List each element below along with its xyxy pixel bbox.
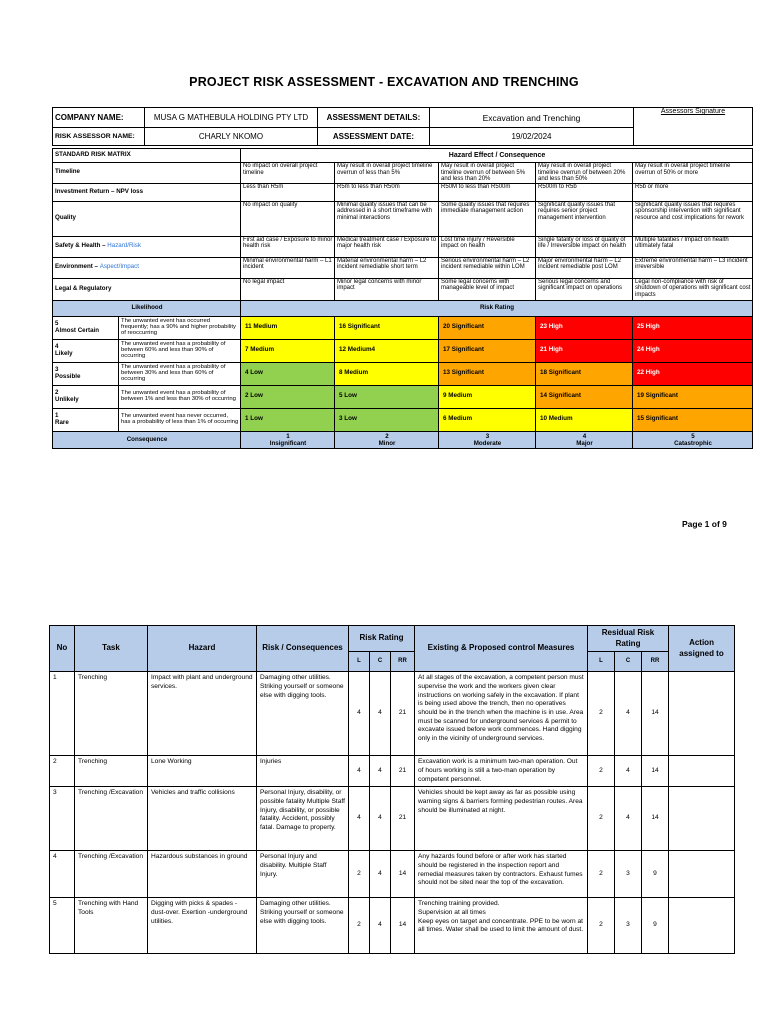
likelihood-header: Likelihood xyxy=(53,300,241,316)
consequence-description: Minor legal concerns with minor impact xyxy=(335,278,439,300)
likelihood-number: 5 xyxy=(55,320,59,328)
assessment-header-table xyxy=(52,107,753,146)
consequence-description: R500m to R5b xyxy=(536,183,633,201)
risk-rating-cell: 13 Significant xyxy=(439,362,536,385)
consequence-description: Legal non-compliance with risk of shutdown of operations with significant cost impacts xyxy=(633,278,753,300)
likelihood-number: 2 xyxy=(55,389,59,397)
consequence-description: Some legal concerns with manageable level of impact xyxy=(439,278,536,300)
page-number: Page 1 of 9 xyxy=(682,519,727,529)
row-number: 1 xyxy=(50,672,75,756)
row-residual-rating: 14 xyxy=(642,756,669,787)
risk-rating-cell: 1 Low xyxy=(241,408,335,431)
risk-rating-cell: 7 Medium xyxy=(241,339,335,362)
header-no: No xyxy=(50,626,75,672)
row-residual-consequence: 4 xyxy=(615,756,642,787)
company-label: COMPANY NAME: xyxy=(53,108,145,128)
row-risk: Personal Injury, disability, or possible fatality Multiple Staff Injury, disability, or possible fatality. Accident, possibly fatal. Damage to property. xyxy=(257,787,349,851)
row-residual-rating: 14 xyxy=(642,672,669,756)
row-risk: Injuries xyxy=(257,756,349,787)
row-hazard: Vehicles and traffic collisions xyxy=(148,787,257,851)
consequence-description: Single fatality or loss of quality of life / Irreversible impact on health xyxy=(536,236,633,257)
row-hazard: Lone Working xyxy=(148,756,257,787)
matrix-category-row xyxy=(53,236,753,257)
row-task: Trenching /Excavation xyxy=(75,787,148,851)
risk-rating-cell: 16 Significant xyxy=(335,316,439,339)
row-number: 4 xyxy=(50,851,75,898)
likelihood-name: Rare xyxy=(55,418,69,426)
header-residual-l: L xyxy=(588,652,615,672)
category-name: Timeline xyxy=(55,168,80,176)
row-control-measures xyxy=(415,672,588,756)
row-residual-rating: 9 xyxy=(642,898,669,954)
page-title: PROJECT RISK ASSESSMENT - EXCAVATION AND TRENCHING xyxy=(189,75,579,89)
likelihood-header-row xyxy=(53,300,753,316)
risk-rating-cell: 2 Low xyxy=(241,385,335,408)
control-measure-line: Supervision at all times xyxy=(418,908,486,916)
assessor-value: CHARLY NKOMO xyxy=(145,128,318,146)
risk-rating-cell: 6 Medium xyxy=(439,408,536,431)
risk-rating-header: Risk Rating xyxy=(241,300,753,316)
consequence-description: Serious environmental harm – L2 incident remediable within LOM xyxy=(439,257,536,278)
category-label xyxy=(53,257,241,278)
matrix-category-row xyxy=(53,163,753,184)
row-risk: Damaging other utilities. Striking yourself or someone else with digging tools. xyxy=(257,672,349,756)
header-action: Action assigned to xyxy=(669,626,735,672)
row-hazard: Hazardous substances in ground xyxy=(148,851,257,898)
row-task: Trenching xyxy=(75,756,148,787)
control-measure-line: At all stages of the excavation, a competent person must supervise the work and the workers given clear instructions on working safely in the excavation. If plant is being used above the trench, then no operatives should be in the trench when the machine is in use. Area must be scanned for underground services & permit to excavate issued before work commences. Hand digging only in the vicinity of underground services. xyxy=(418,674,584,743)
date-value: 19/02/2024 xyxy=(430,128,634,146)
category-name: Environment – xyxy=(55,263,100,271)
row-likelihood: 2 xyxy=(349,898,370,954)
consequence-description: Significant quality issues that requires sponsorship intervention with significant resource and cost implications for rework xyxy=(633,201,753,236)
row-consequence: 4 xyxy=(370,851,391,898)
control-measure-line: Trenching training provided. xyxy=(418,900,500,908)
row-likelihood: 2 xyxy=(349,851,370,898)
table-row xyxy=(50,787,735,851)
category-label xyxy=(53,201,241,236)
risk-rating-cell: 12 Medium4 xyxy=(335,339,439,362)
row-consequence: 4 xyxy=(370,672,391,756)
category-label xyxy=(53,236,241,257)
table-row xyxy=(50,672,735,756)
likelihood-number: 4 xyxy=(55,343,59,351)
consequence-description: Extreme environmental harm – L3 incident irreversible xyxy=(633,257,753,278)
row-action-assigned xyxy=(669,672,735,756)
likelihood-number: 1 xyxy=(55,412,59,420)
consequence-number: 3 xyxy=(485,432,490,440)
row-control-measures xyxy=(415,787,588,851)
consequence-description: Minimal environmental harm – L1 incident xyxy=(241,257,335,278)
row-risk: Personal Injury and disability. Multiple Staff Injury. xyxy=(257,851,349,898)
row-task: Trenching with Hand Tools xyxy=(75,898,148,954)
consequence-name: Major xyxy=(576,439,593,447)
consequence-description: First aid case / Exposure to minor health risk xyxy=(241,236,335,257)
consequence-description: Less than R5m xyxy=(241,183,335,201)
row-number: 2 xyxy=(50,756,75,787)
control-measure-line: Vehicles should be kept away as far as possible using warning signs & barriers forming pedestrian routes. Area should be illuminated at night. xyxy=(418,789,583,814)
consequence-description: No legal impact xyxy=(241,278,335,300)
row-control-measures xyxy=(415,756,588,787)
category-subtype: Hazard/Risk xyxy=(107,242,141,250)
details-label: ASSESSMENT DETAILS: xyxy=(318,108,430,128)
row-action-assigned xyxy=(669,787,735,851)
row-consequence: 4 xyxy=(370,898,391,954)
row-likelihood: 4 xyxy=(349,672,370,756)
consequence-description: Major environmental harm – L2 incident remediable post LOM xyxy=(536,257,633,278)
category-name: Quality xyxy=(55,214,76,222)
header-residual: Residual Risk Rating xyxy=(588,626,669,652)
risk-rating-cell: 11 Medium xyxy=(241,316,335,339)
likelihood-description: The unwanted event has a probability of between 30% and less than 60% of occurring xyxy=(119,362,241,385)
consequence-name: Insignificant xyxy=(269,439,307,447)
likelihood-description: The unwanted event has never occurred, has a probability of less than 1% of occurring xyxy=(119,408,241,431)
consequence-row xyxy=(53,431,753,448)
row-number: 5 xyxy=(50,898,75,954)
table-row xyxy=(50,851,735,898)
likelihood-description: The unwanted event has a probability of between 1% and less than 30% of occurring xyxy=(119,385,241,408)
consequence-description: Minimal quality issues that can be addressed in a short timeframe with minimal interactions xyxy=(335,201,439,236)
risk-rating-cell: 4 Low xyxy=(241,362,335,385)
risk-rating-cell: 20 Significant xyxy=(439,316,536,339)
consequence-description: No impact on quality xyxy=(241,201,335,236)
risk-rating-cell: 8 Medium xyxy=(335,362,439,385)
matrix-category-row xyxy=(53,257,753,278)
row-hazard: Digging with picks & spades - dust-over. Exertion -underground utilities. xyxy=(148,898,257,954)
consequence-description: Some quality issues that requires immediate management action xyxy=(439,201,536,236)
category-label xyxy=(53,183,241,201)
consequence-level xyxy=(633,431,753,448)
likelihood-name: Unlikely xyxy=(55,395,79,403)
consequence-description: No impact on overall project timeline xyxy=(241,163,335,184)
date-label: ASSESSMENT DATE: xyxy=(318,128,430,146)
row-likelihood: 4 xyxy=(349,787,370,851)
assessor-signature: Assessors Signature xyxy=(634,108,753,146)
matrix-category-row xyxy=(53,278,753,300)
consequence-name: Minor xyxy=(378,439,396,447)
header-hazard: Hazard xyxy=(148,626,257,672)
assessor-label: RISK ASSESSOR NAME: xyxy=(53,128,145,146)
consequence-description: Multiple fatalities / Impact on health ultimately fatal xyxy=(633,236,753,257)
matrix-category-row xyxy=(53,183,753,201)
consequence-name: Moderate xyxy=(473,439,502,447)
header-risk-rating: Risk Rating xyxy=(349,626,415,652)
matrix-category-row xyxy=(53,201,753,236)
row-residual-likelihood: 2 xyxy=(588,756,615,787)
row-action-assigned xyxy=(669,756,735,787)
consequence-level xyxy=(439,431,536,448)
row-control-measures xyxy=(415,898,588,954)
consequence-description: Lost time injury / Reversible impact on health xyxy=(439,236,536,257)
risk-rating-cell: 15 Significant xyxy=(633,408,753,431)
consequence-number: 2 xyxy=(385,432,389,440)
row-residual-likelihood: 2 xyxy=(588,898,615,954)
consequence-number: 5 xyxy=(691,432,695,440)
control-measure-line: Keep eyes on target and concentrate. PPE to be worn at all times. Water shall be used to limit the amount of dust. xyxy=(418,917,584,934)
category-label xyxy=(53,163,241,184)
row-action-assigned xyxy=(669,851,735,898)
row-residual-likelihood: 2 xyxy=(588,851,615,898)
consequence-level xyxy=(241,431,335,448)
control-measure-line: Any hazards found before or after work has started should be registered in the inspection report and remedial measures taken by contractors. Exhaust fumes should not be sited near the top of the excavation. xyxy=(418,853,583,887)
category-name: Safety & Health – xyxy=(55,242,108,250)
row-residual-consequence: 4 xyxy=(615,672,642,756)
likelihood-level xyxy=(53,316,119,339)
row-residual-consequence: 3 xyxy=(615,851,642,898)
row-residual-consequence: 3 xyxy=(615,898,642,954)
risk-rating-cell: 5 Low xyxy=(335,385,439,408)
consequence-description: May result in overall project timeline overrun of 50% or more xyxy=(633,163,753,184)
row-risk-rating: 21 xyxy=(391,672,415,756)
company-value: MUSA G MATHEBULA HOLDING PTY LTD xyxy=(145,108,318,128)
likelihood-level xyxy=(53,408,119,431)
row-consequence: 4 xyxy=(370,756,391,787)
consequence-description: R5m to less than R50m xyxy=(335,183,439,201)
consequence-number: 1 xyxy=(286,432,290,440)
consequence-description: Significant quality issues that requires senior project management intervention xyxy=(536,201,633,236)
risk-rating-cell: 25 High xyxy=(633,316,753,339)
category-name: Investment Return – NPV loss xyxy=(55,187,144,195)
row-risk-rating: 14 xyxy=(391,898,415,954)
consequence-level xyxy=(335,431,439,448)
likelihood-number: 3 xyxy=(55,366,59,374)
row-residual-consequence: 4 xyxy=(615,787,642,851)
row-risk-rating: 21 xyxy=(391,787,415,851)
header-residual-rr: RR xyxy=(642,652,669,672)
row-action-assigned xyxy=(669,898,735,954)
table-row xyxy=(50,756,735,787)
risk-rating-cell: 19 Significant xyxy=(633,385,753,408)
row-residual-likelihood: 2 xyxy=(588,672,615,756)
risk-rating-cell: 14 Significant xyxy=(536,385,633,408)
likelihood-level xyxy=(53,385,119,408)
row-risk-rating: 14 xyxy=(391,851,415,898)
row-task: Trenching xyxy=(75,672,148,756)
header-l: L xyxy=(349,652,370,672)
row-risk-rating: 21 xyxy=(391,756,415,787)
likelihood-row xyxy=(53,385,753,408)
consequence-number: 4 xyxy=(582,432,587,440)
standard-risk-matrix xyxy=(52,148,753,449)
category-label xyxy=(53,278,241,300)
risk-rating-cell: 23 High xyxy=(536,316,633,339)
likelihood-description: The unwanted event has occurred frequently; has a 90% and higher probability of reoccurring xyxy=(119,316,241,339)
risk-rating-cell: 17 Significant xyxy=(439,339,536,362)
likelihood-level xyxy=(53,362,119,385)
row-number: 3 xyxy=(50,787,75,851)
category-name: Legal & Regulatory xyxy=(55,284,112,292)
risk-rating-cell: 10 Medium xyxy=(536,408,633,431)
risk-rating-cell: 21 High xyxy=(536,339,633,362)
row-residual-rating: 14 xyxy=(642,787,669,851)
consequence-level xyxy=(536,431,633,448)
consequence-description: May result in overall project timeline overrun of less than 5% xyxy=(335,163,439,184)
row-likelihood: 4 xyxy=(349,756,370,787)
likelihood-row xyxy=(53,362,753,385)
consequence-description: Material environmental harm – L2 incident remediable short term xyxy=(335,257,439,278)
header-rr: RR xyxy=(391,652,415,672)
consequence-description: Medical treatment case / Exposure to major health risk xyxy=(335,236,439,257)
likelihood-row xyxy=(53,339,753,362)
likelihood-name: Likely xyxy=(55,349,73,357)
likelihood-row xyxy=(53,408,753,431)
header-residual-c: C xyxy=(615,652,642,672)
likelihood-level xyxy=(53,339,119,362)
control-measure-line: Excavation work is a minimum two-man operation. Out of hours working is still a two-man operation by competent personnel. xyxy=(418,758,578,783)
consequence-header: Consequence xyxy=(53,431,241,448)
details-value: Excavation and Trenching xyxy=(430,108,634,128)
risk-rating-cell: 22 High xyxy=(633,362,753,385)
consequence-description: R5b or more xyxy=(633,183,753,201)
likelihood-name: Possible xyxy=(55,372,81,380)
hazard-effect-header: Hazard Effect / Consequence xyxy=(241,149,753,163)
consequence-description: May result in overall project timeline overrun of between 5% and less than 20% xyxy=(439,163,536,184)
row-task: Trenching /Excavation xyxy=(75,851,148,898)
task-risk-table xyxy=(49,625,735,954)
consequence-name: Catastrophic xyxy=(674,439,712,447)
row-residual-likelihood: 2 xyxy=(588,787,615,851)
row-residual-rating: 9 xyxy=(642,851,669,898)
header-task: Task xyxy=(75,626,148,672)
risk-rating-cell: 9 Medium xyxy=(439,385,536,408)
row-control-measures xyxy=(415,851,588,898)
likelihood-name: Almost Certain xyxy=(55,326,100,334)
risk-rating-cell: 3 Low xyxy=(335,408,439,431)
header-risk: Risk / Consequences xyxy=(257,626,349,672)
risk-rating-cell: 18 Significant xyxy=(536,362,633,385)
row-consequence: 4 xyxy=(370,787,391,851)
risk-rating-cell: 24 High xyxy=(633,339,753,362)
header-c: C xyxy=(370,652,391,672)
consequence-description: Serious legal concerns and significant impact on operations xyxy=(536,278,633,300)
consequence-description: R50M to less than R500m xyxy=(439,183,536,201)
table-row xyxy=(50,898,735,954)
matrix-title-row xyxy=(53,149,753,163)
likelihood-description: The unwanted event has a probability of between 60% and less than 90% of occurring xyxy=(119,339,241,362)
category-subtype: Aspect/Impact xyxy=(99,263,139,271)
likelihood-row xyxy=(53,316,753,339)
header-measures: Existing & Proposed control Measures xyxy=(415,626,588,672)
row-hazard: Impact with plant and underground services. xyxy=(148,672,257,756)
matrix-title: STANDARD RISK MATRIX xyxy=(53,149,241,163)
row-risk: Damaging other utilities. Striking yourself or someone else with digging tools. xyxy=(257,898,349,954)
consequence-description: May result in overall project timeline overrun of between 20% and less than 50% xyxy=(536,163,633,184)
